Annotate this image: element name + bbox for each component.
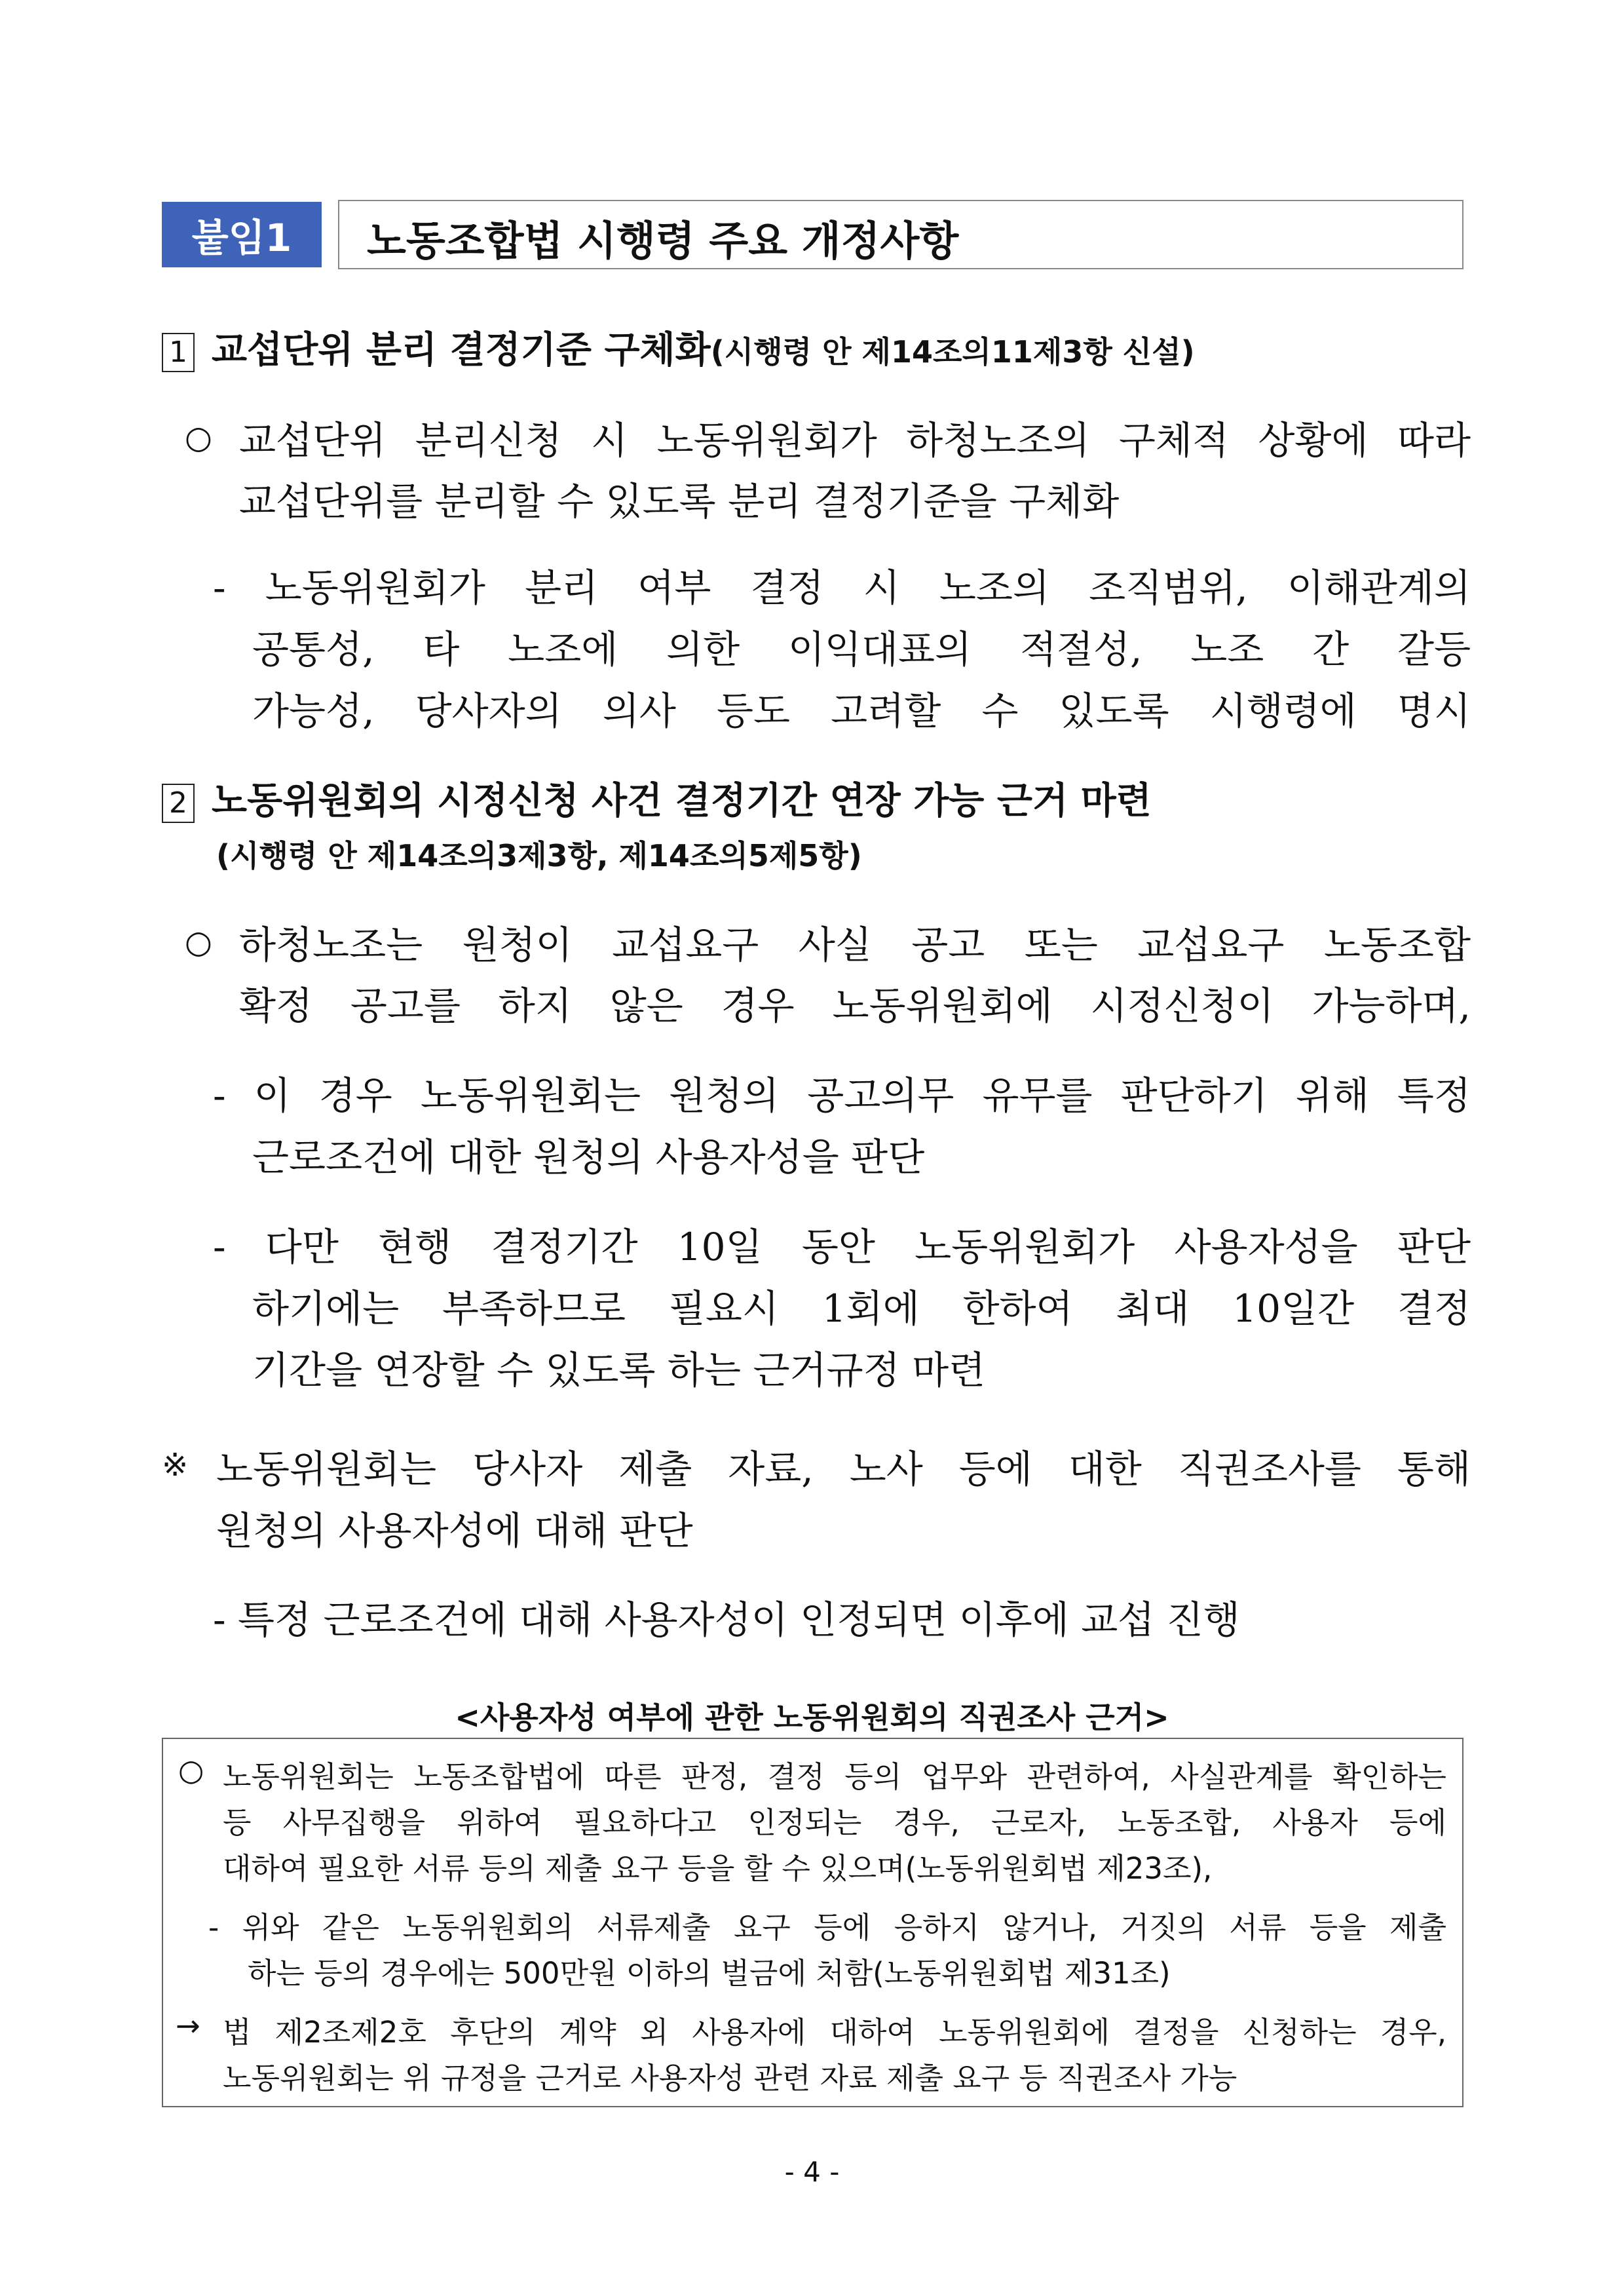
section2-bullet-line1: 하청노조는 원청이 교섭요구 사실 공고 또는 교섭요구 노동조합 — [239, 923, 1471, 967]
note-dash-line: - 특정 근로조건에 대해 사용자성이 인정되면 이후에 교섭 진행 — [213, 1598, 1240, 1642]
box-bullet-line2: 등 사무집행을 위하여 필요하다고 인정되는 경우, 근로자, 노동조합, 사용자 등에 — [223, 1805, 1446, 1840]
box-bullet-line3: 대하여 필요한 서류 등의 제출 요구 등을 할 수 있으며(노동위원회법 제23조), — [223, 1851, 1213, 1886]
section2-dash1-line1: - 이 경우 노동위원회는 원청의 공고의무 유무를 판단하기 위해 특정 — [213, 1073, 1471, 1118]
section1-dash-line3: 가능성, 당사자의 의사 등도 고려할 수 있도록 시행령에 명시 — [252, 689, 1471, 733]
box-arrow-line1: 법 제2조제2호 후단의 계약 외 사용자에 대하여 노동위원회에 결정을 신청하는 경우, — [223, 2015, 1446, 2050]
section2-ref: (시행령 안 제14조의3제3항, 제14조의5제5항) — [216, 838, 862, 873]
section1-ref: (시행령 안 제14조의11제3항 신설) — [710, 334, 1195, 370]
box-bullet-line1: 노동위원회는 노동조합법에 따른 판정, 결정 등의 업무와 관련하여, 사실관계를 확인하는 — [223, 1759, 1446, 1794]
section2-heading — [162, 772, 1152, 824]
attachment-tag: 붙임1 — [162, 202, 322, 267]
section1-dash-line2: 공통성, 타 노조에 의한 이익대표의 적절성, 노조 간 갈등 — [252, 627, 1471, 672]
note-mark: ※ — [162, 1447, 189, 1483]
section1-heading — [162, 321, 1195, 373]
section1-bullet-mark: ○ — [185, 419, 212, 456]
section1-number: 1 — [162, 333, 195, 372]
section2-bullet-line2: 확정 공고를 하지 않은 경우 노동위원회에 시정신청이 가능하며, — [239, 984, 1471, 1028]
box-dash-line1: - 위와 같은 노동위원회의 서류제출 요구 등에 응하지 않거나, 거짓의 서류 등을 제출 — [208, 1910, 1446, 1945]
box-arrow-icon: → — [176, 2008, 200, 2043]
section2-dash2-line1: - 다만 현행 결정기간 10일 동안 노동위원회가 사용자성을 판단 — [213, 1225, 1471, 1269]
page-title: 노동조합법 시행령 주요 개정사항 — [367, 217, 959, 265]
section1-bullet-line2: 교섭단위를 분리할 수 있도록 분리 결정기준을 구체화 — [239, 479, 1120, 524]
box-bullet-mark: ○ — [178, 1753, 204, 1788]
section2-title: 노동위원회의 시정신청 사건 결정기간 연장 가능 근거 마련 — [212, 780, 1152, 822]
box-dash-line2: 하는 등의 경우에는 500만원 이하의 벌금에 처함(노동위원회법 제31조) — [248, 1956, 1171, 1991]
section1-title: 교섭단위 분리 결정기준 구체화 — [212, 329, 711, 372]
section2-dash1-line2: 근로조건에 대한 원청의 사용자성을 판단 — [252, 1135, 925, 1179]
box-title: <사용자성 여부에 관한 노동위원회의 직권조사 근거> — [455, 1700, 1169, 1735]
section2-dash2-line3: 기간을 연장할 수 있도록 하는 근거규정 마련 — [252, 1348, 986, 1392]
section2-dash2-line2: 하기에는 부족하므로 필요시 1회에 한하여 최대 10일간 결정 — [252, 1286, 1471, 1331]
note-line1: 노동위원회는 당사자 제출 자료, 노사 등에 대한 직권조사를 통해 — [216, 1447, 1471, 1491]
page-number: - 4 - — [784, 2156, 840, 2188]
section2-number: 2 — [162, 784, 195, 823]
box-arrow-line2: 노동위원회는 위 규정을 근거로 사용자성 관련 자료 제출 요구 등 직권조사 가능 — [223, 2061, 1237, 2095]
note-line2: 원청의 사용자성에 대해 판단 — [216, 1508, 693, 1553]
section1-bullet-line1: 교섭단위 분리신청 시 노동위원회가 하청노조의 구체적 상황에 따라 — [239, 418, 1471, 463]
section1-dash-line1: - 노동위원회가 분리 여부 결정 시 노조의 조직범위, 이해관계의 — [213, 565, 1471, 610]
section2-bullet-mark: ○ — [185, 924, 212, 961]
